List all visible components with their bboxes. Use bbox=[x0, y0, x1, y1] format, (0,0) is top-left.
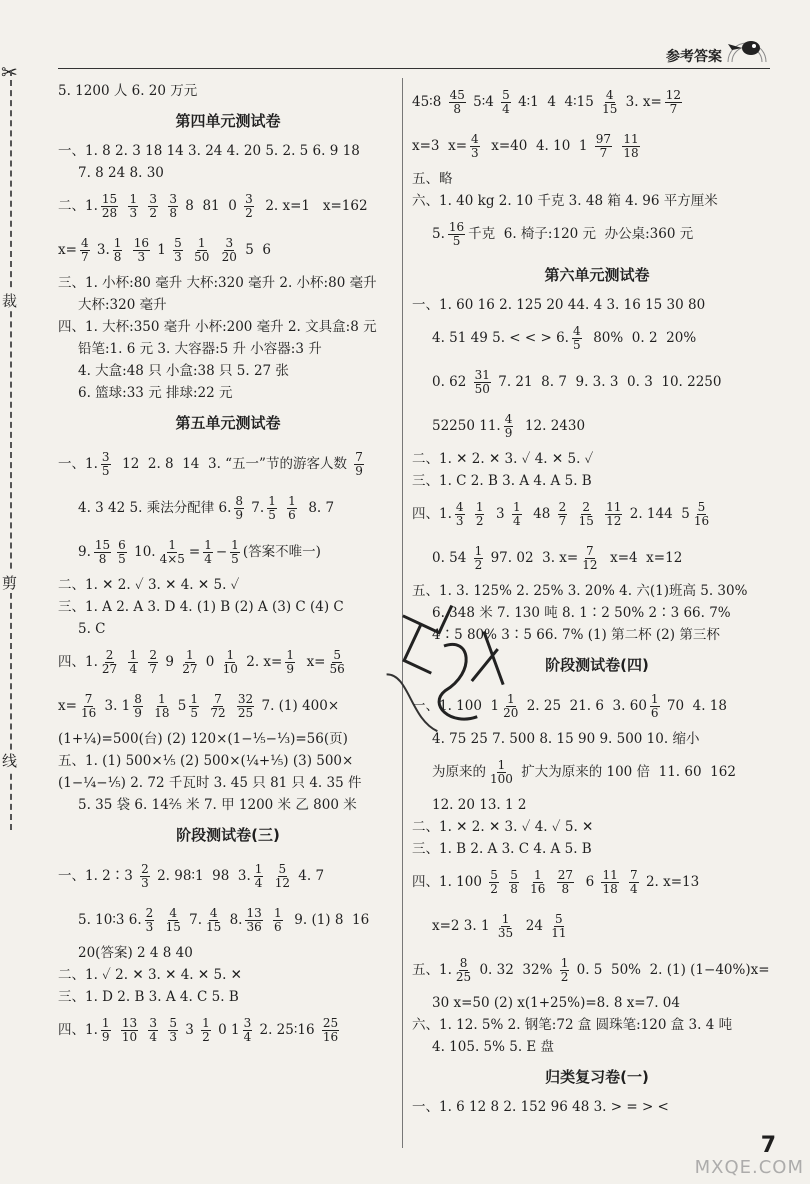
answer-line: x=2 3. 1 $\frac{1}{35}$ 24 $\frac{5}{11}$ bbox=[432, 911, 567, 940]
section-title: 归类复习卷(一) bbox=[545, 1068, 649, 1086]
answer-line: 一、1. $\frac{3}{5}$ 12 2. 8 14 3. “五一”节的游客人数 $\frac{7}{9}$ bbox=[58, 449, 363, 478]
answer-line: 4. 105. 5% 5. E 盘 bbox=[432, 1039, 555, 1055]
right-column bbox=[412, 80, 782, 1118]
answer-line: x=3 x= $\frac{4}{3}$ x=40 4. 10 1 $\frac{97}{7}$ $\frac{11}{18}$ bbox=[412, 131, 639, 160]
answer-line: (1+¼)=500(台) (2) 120×(1−⅕−⅓)=56(页) bbox=[58, 731, 348, 747]
answer-line: 四、1. $\frac{4}{3}$ $\frac{1}{2}$ 3 $\frac{1}{4}$ 48 $\frac{2}{7}$ $\frac{2}{15}$ $\frac{11}{12}$ 2. 144 5 $\frac{5}{16}$ bbox=[412, 499, 710, 528]
answer-line: 4. 大盒:48 只 小盒:38 只 5. 27 张 bbox=[78, 363, 289, 379]
answer-line: 9. $\frac{15}{8}$ $\frac{6}{5}$ 10. $\frac{1}{4\times 5}$ = $\frac{1}{4}$ − $\frac{1}{5}$ (答案不唯一) bbox=[78, 537, 321, 566]
scissors-icon: ✂ bbox=[1, 60, 18, 84]
answer-line: 三、1. C 2. B 3. A 4. A 5. B bbox=[412, 473, 592, 489]
left-column bbox=[58, 80, 398, 1052]
answer-line: 五、略 bbox=[412, 171, 453, 187]
answer-line: x= $\frac{4}{7}$ 3. $\frac{1}{8}$ $\frac{16}{3}$ 1 $\frac{5}{3}$ $\frac{1}{50}$ $\frac{3}{20}$ 5 6 bbox=[58, 235, 271, 264]
answer-line: 一、1. 2∶3 $\frac{2}{3}$ 2. 98∶1 98 3. $\frac{1}{4}$ $\frac{5}{12}$ 4. 7 bbox=[58, 861, 325, 890]
answer-line: 四、1. 大杯:350 毫升 小杯:200 毫升 2. 文具盒:8 元 bbox=[58, 319, 377, 335]
answer-line: 四、1. $\frac{2}{27}$ $\frac{1}{4}$ $\frac{2}{7}$ 9 $\frac{1}{27}$ 0 $\frac{1}{10}$ 2. x= $\frac{1}{9}$ x= $\frac{5}{56}$ bbox=[58, 647, 345, 676]
header-title: 参考答案 bbox=[666, 49, 722, 65]
answer-line: 三、1. 小杯:80 毫升 大杯:320 毫升 2. 小杯:80 毫升 bbox=[58, 275, 377, 291]
answer-line: 大杯:320 毫升 bbox=[78, 297, 167, 313]
answer-line: 四、1. $\frac{1}{9}$ $\frac{13}{10}$ $\frac{3}{4}$ $\frac{5}{3}$ 3 $\frac{1}{2}$ 0 1 $\frac{3}{4}$ 2. 25∶16 $\frac{25}{16}$ bbox=[58, 1015, 339, 1044]
answer-line: 5. 1200 人 6. 20 万元 bbox=[58, 83, 198, 99]
answer-line: 4. 51 49 5. < < > 6. $\frac{4}{5}$ 80% 0. 2 20% bbox=[432, 323, 697, 352]
section-title: 第六单元测试卷 bbox=[544, 266, 650, 284]
answer-line: 六、1. 12. 5% 2. 钢笔:72 盒 圆珠笔:120 盒 3. 4 吨 bbox=[412, 1017, 733, 1033]
answer-line: 12. 20 13. 1 2 bbox=[432, 797, 527, 813]
answer-line: 20(答案) 2 4 8 40 bbox=[78, 945, 193, 961]
answer-line: 52250 11. $\frac{4}{9}$ 12. 2430 bbox=[432, 411, 586, 440]
page-header bbox=[58, 46, 770, 69]
answer-line: 7. 8 24 8. 30 bbox=[78, 165, 164, 181]
answer-line: 6. 篮球:33 元 排球:22 元 bbox=[78, 385, 233, 401]
answer-line: 五、1. $\frac{8}{25}$ 0. 32 32% $\frac{1}{2}$ 0. 5 50% 2. (1) (1−40%)x= bbox=[412, 955, 770, 984]
section-title: 阶段测试卷(四) bbox=[545, 656, 649, 674]
answer-line: 5. 10∶3 6. $\frac{2}{3}$ $\frac{4}{15}$ 7. $\frac{4}{15}$ 8. $\frac{13}{36}$ $\frac{1}{6}$ 9. (1) 8 16 bbox=[78, 905, 370, 934]
answer-line: 一、1. 6 12 8 2. 152 96 48 3. > = > < bbox=[412, 1099, 669, 1115]
answer-line: 0. 54 $\frac{1}{2}$ 97. 02 3. x= $\frac{7}{12}$ x=4 x=12 bbox=[432, 543, 683, 572]
answer-line: 为原来的 $\frac{1}{100}$ 扩大为原来的 100 倍 11. 60 162 bbox=[432, 757, 736, 786]
section-title: 第五单元测试卷 bbox=[175, 414, 281, 432]
cut-label: 剪 bbox=[2, 574, 18, 592]
answer-line: 5. $\frac{16}{5}$ 千克 6. 椅子:120 元 办公桌:360 元 bbox=[432, 219, 694, 248]
answer-line: 二、1. ✕ 2. ✕ 3. ✓ 4. ✕ 5. ✓ bbox=[412, 451, 594, 467]
section-title: 阶段测试卷(三) bbox=[176, 826, 280, 844]
answer-line: 45∶8 $\frac{45}{8}$ 5∶4 $\frac{5}{4}$ 4∶1 4 4∶15 $\frac{4}{15}$ 3. x= $\frac{12}{7}$ bbox=[412, 87, 682, 116]
page-number: 7 bbox=[760, 1133, 776, 1158]
cut-label: 裁 bbox=[2, 292, 18, 310]
answer-line: (1−¼−⅕) 2. 72 千瓦时 3. 45 只 81 只 4. 35 件 bbox=[58, 775, 362, 791]
watermark: MXQE.COM bbox=[694, 1157, 804, 1178]
answer-line: 三、1. A 2. A 3. D 4. (1) B (2) A (3) C (4) C bbox=[58, 599, 344, 615]
answer-line: 四、1. 100 $\frac{5}{2}$ $\frac{5}{8}$ $\frac{1}{16}$ $\frac{27}{8}$ 6 $\frac{11}{18}$ $\frac{7}{4}$ 2. x=13 bbox=[412, 867, 700, 896]
answer-line: 铅笔:1. 6 元 3. 大容器:5 升 小容器:3 升 bbox=[78, 341, 322, 357]
answer-line: 二、1. ✕ 2. ✓ 3. ✕ 4. ✕ 5. ✓ bbox=[58, 577, 240, 593]
answer-line: 三、1. B 2. A 3. C 4. A 5. B bbox=[412, 841, 592, 857]
answer-line: 三、1. D 2. B 3. A 4. C 5. B bbox=[58, 989, 239, 1005]
answer-line: 5. C bbox=[78, 621, 106, 637]
bird-logo-icon bbox=[724, 32, 770, 68]
answer-line: 二、1. $\frac{15}{28}$ $\frac{1}{3}$ $\frac{3}{2}$ $\frac{3}{8}$ 8 81 0 $\frac{3}{2}$ 2. x=1 x=162 bbox=[58, 191, 368, 220]
answer-line: 一、1. 8 2. 3 18 14 3. 24 4. 20 5. 2. 5 6. 9 18 bbox=[58, 143, 360, 159]
section-title: 第四单元测试卷 bbox=[175, 112, 281, 130]
answer-line: 二、1. ✓ 2. ✕ 3. ✕ 4. ✕ 5. ✕ bbox=[58, 967, 242, 983]
cut-line bbox=[10, 70, 12, 830]
answer-line: 二、1. ✕ 2. ✕ 3. ✓ 4. ✓ 5. ✕ bbox=[412, 819, 594, 835]
answer-line: 4. 3 42 5. 乘法分配律 6. $\frac{8}{9}$ 7. $\frac{1}{5}$ $\frac{1}{6}$ 8. 7 bbox=[78, 493, 335, 522]
answer-line: 一、1. 60 16 2. 125 20 44. 4 3. 16 15 30 80 bbox=[412, 297, 706, 313]
answer-line: 0. 62 $\frac{31}{50}$ 7. 21 8. 7 9. 3. 3 0. 3 10. 2250 bbox=[432, 367, 722, 396]
answer-line: 一、1. 100 1 $\frac{1}{20}$ 2. 25 21. 6 3. 60 $\frac{1}{6}$ 70 4. 18 bbox=[412, 691, 727, 720]
answer-line: 六、1. 40 kg 2. 10 千克 3. 48 箱 4. 96 平方厘米 bbox=[412, 193, 718, 209]
answer-line: 五、1. (1) 500×⅕ (2) 500×(¼+⅕) (3) 500× bbox=[58, 753, 354, 769]
cut-label: 线 bbox=[2, 752, 18, 770]
answer-line: 4∶5 80% 3∶5 66. 7% (1) 第二杯 (2) 第三杯 bbox=[432, 627, 720, 643]
answer-line: 五、1. 3. 125% 2. 25% 3. 20% 4. 六(1)班高 5. 30% bbox=[412, 583, 748, 599]
answer-line: 30 x=50 (2) x(1+25%)=8. 8 x=7. 04 bbox=[432, 995, 680, 1011]
answer-line: 5. 35 袋 6. 14⅖ 米 7. 甲 1200 米 乙 800 米 bbox=[78, 797, 357, 813]
answer-line: 6. 348 米 7. 130 吨 8. 1∶2 50% 2∶3 66. 7% bbox=[432, 605, 731, 621]
answer-line: 4. 75 25 7. 500 8. 15 90 9. 500 10. 缩小 bbox=[432, 731, 700, 747]
answer-line: x= $\frac{7}{16}$ 3. 1 $\frac{8}{9}$ $\frac{1}{18}$ 5 $\frac{1}{5}$ $\frac{7}{72}$ $\frac{32}{25}$ 7. (1) 400× bbox=[58, 691, 340, 720]
